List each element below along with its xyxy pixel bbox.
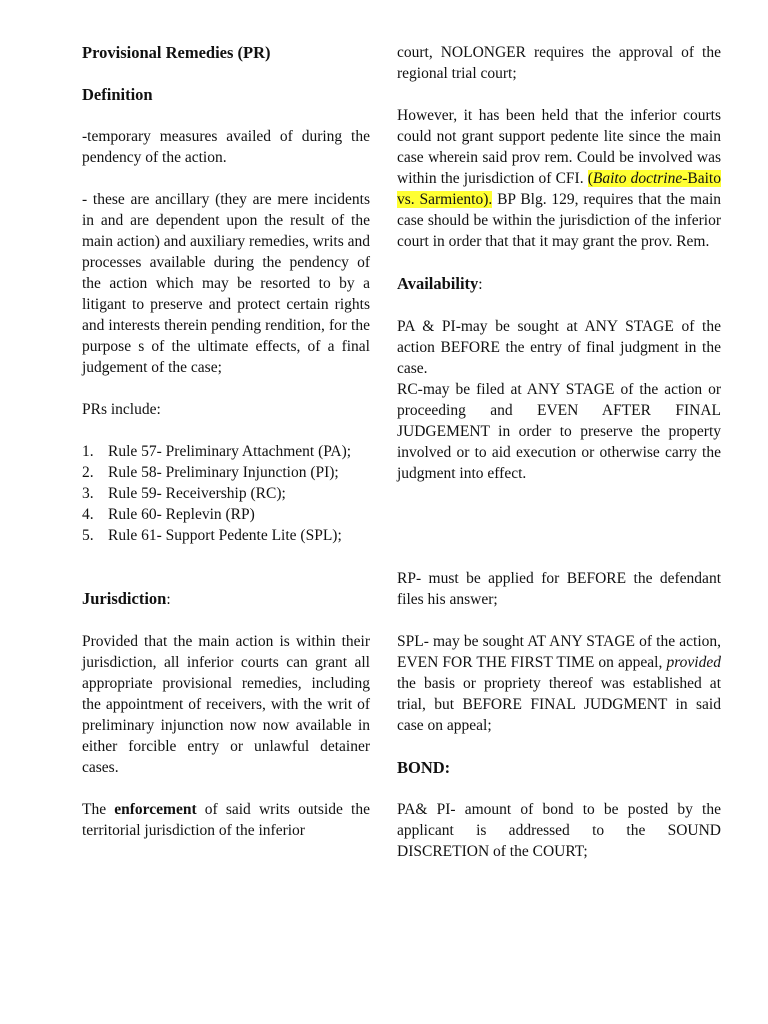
document-title: Provisional Remedies (PR) (82, 43, 271, 62)
right-column (397, 42, 721, 862)
definition-paragraph-1: -temporary measures availed of during the pendency of the action. (82, 128, 370, 166)
bond-heading: BOND: (397, 758, 451, 777)
list-item-text: Rule 58- Preliminary Injunction (PI); (108, 464, 339, 481)
definition-heading: Definition (82, 85, 153, 104)
list-item (82, 483, 370, 504)
jurisdiction-colon: : (166, 591, 171, 608)
bond-paragraph: PA& PI- amount of bond to be posted by the applicant is addressed to the SOUND DISCRETION of the COURT; (397, 801, 721, 860)
pa-pi-paragraph: PA & PI-may be sought at ANY STAGE of the action BEFORE the entry of final judgment in the case. (397, 318, 721, 377)
continued-paragraph: court, NOLONGER requires the approval of the regional trial court; (397, 44, 721, 82)
jurisdiction-heading-line (82, 588, 370, 610)
availability-heading-line (397, 273, 721, 295)
list-item-number: 2. (82, 464, 94, 481)
availability-heading: Availability (397, 274, 479, 293)
list-item-text: Rule 61- Support Pedente Lite (SPL); (108, 527, 342, 544)
list-item (82, 462, 370, 483)
availability-colon: : (478, 276, 483, 293)
jurisdiction-paragraph: Provided that the main action is within their jurisdiction, all inferior courts can grant all appropriate provisional remedies, including the appointment of receivers, with the writ of preliminary injunction now now available in either forcible entry or unlawful detainer cases. (82, 633, 370, 776)
spl-text-a: SPL- may be sought AT ANY STAGE of the action, EVEN FOR THE FIRST TIME on appeal, (397, 633, 721, 671)
list-item-number: 3. (82, 485, 94, 502)
citation-rest: -Baito vs. Sarmiento). (397, 170, 721, 208)
list-item (82, 504, 370, 525)
jurisdiction-heading: Jurisdiction (82, 589, 167, 608)
spl-provided: provided (666, 654, 721, 671)
list-item (82, 441, 370, 462)
list-item-text: Rule 59- Receivership (RC); (108, 485, 286, 502)
however-text-a: However, it has been held that the inferior courts could not grant support pedente lite since the main case wherein said prov rem. Could be involved was within the jurisdiction of CFI. (397, 107, 721, 187)
enforcement-bold: enforcement (114, 801, 197, 818)
definition-paragraph-2: - these are ancillary (they are mere incidents in and are dependent upon the result of the main action) and auxiliary remedies, writs and processes available during the pendency of the action which may be resorted to by a litigant to preserve and protect certain rights and interests therein pending rendition, for the purpose s of the ultimate effects, of a final judgement of the case; (82, 191, 370, 376)
rc-paragraph: RC-may be filed at ANY STAGE of the action or proceeding and EVEN AFTER FINAL JUDGEMENT in order to preserve the property involved or to aid execution or otherwise carry the judgment into effect. (397, 381, 721, 482)
list-item-number: 4. (82, 506, 94, 523)
citation-doctrine: Baito doctrine (592, 170, 683, 187)
enforcement-paragraph (82, 799, 370, 841)
rp-paragraph: RP- must be applied for BEFORE the defendant files his answer; (397, 570, 721, 608)
however-text-b: BP Blg. 129, requires that the main case should be within the jurisdiction of the inferior court in order that that it may grant the prov. Rem. (397, 191, 721, 250)
left-column (82, 42, 370, 841)
list-item-number: 1. (82, 443, 94, 460)
list-item-text: Rule 60- Replevin (RP) (108, 506, 255, 523)
prs-include-label: PRs include: (82, 401, 161, 418)
list-item (82, 525, 370, 546)
spl-text-b: the basis or propriety thereof was established at trial, but BEFORE FINAL JUDGMENT in said case on appeal; (397, 675, 721, 734)
list-item-text: Rule 57- Preliminary Attachment (PA); (108, 443, 352, 460)
however-paragraph (397, 105, 721, 252)
enforcement-the: The (82, 801, 115, 818)
list-item-number: 5. (82, 527, 94, 544)
citation-open: ( (587, 170, 593, 187)
remedies-list (82, 441, 370, 546)
spl-paragraph (397, 631, 721, 736)
enforcement-rest: of said writs outside the territorial jurisdiction of the inferior (82, 801, 370, 839)
